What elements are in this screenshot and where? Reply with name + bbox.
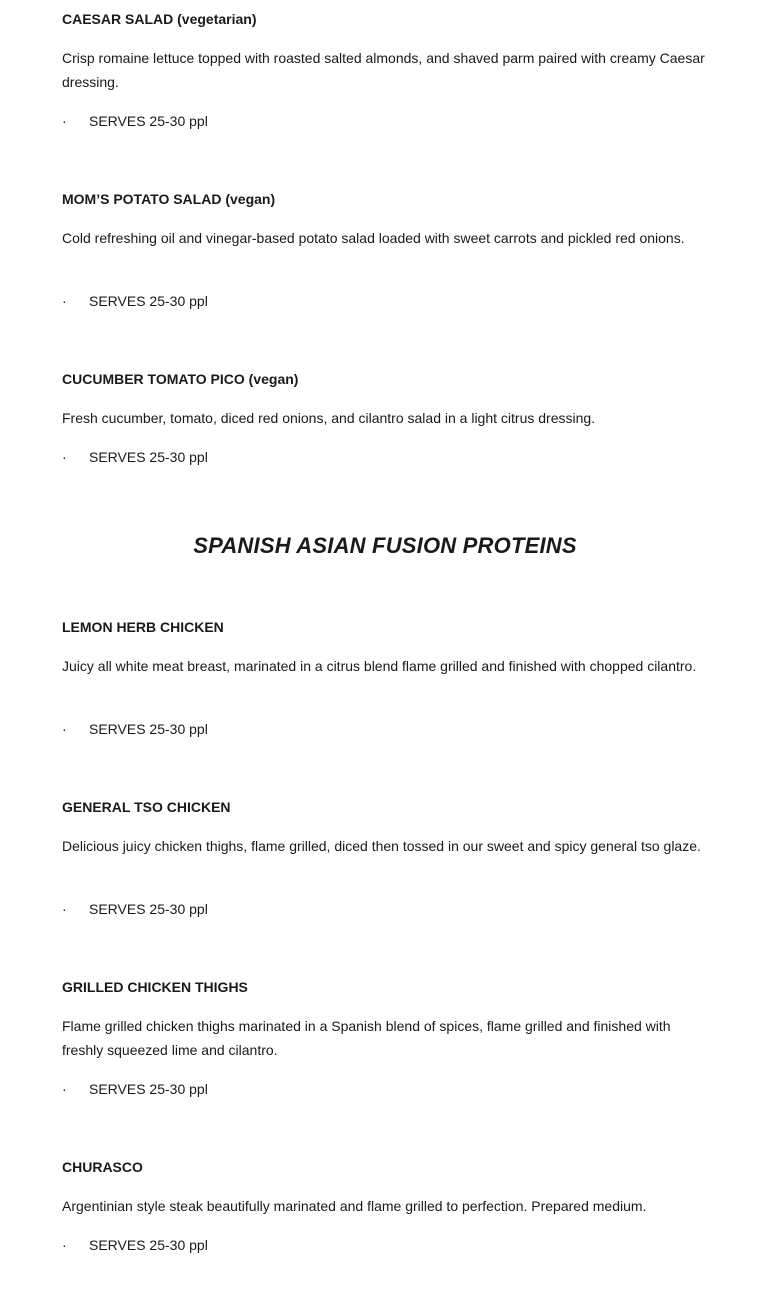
serves-text: SERVES 25-30 ppl <box>89 113 208 129</box>
bullet-icon: · <box>62 449 67 465</box>
menu-item-serves <box>62 112 208 130</box>
serves-text: SERVES 25-30 ppl <box>89 721 208 737</box>
serves-text: SERVES 25-30 ppl <box>89 1237 208 1253</box>
menu-item-serves <box>62 1080 208 1098</box>
menu-item-serves <box>62 292 208 310</box>
menu-item-title: LEMON HERB CHICKEN <box>62 619 224 635</box>
menu-item-description: Flame grilled chicken thighs marinated in a Spanish blend of spices, flame grilled and finished with freshly squeezed lime and cilantro. <box>62 1018 671 1058</box>
menu-item-description: Argentinian style steak beautifully marinated and flame grilled to perfection. Prepared medium. <box>62 1198 647 1214</box>
bullet-icon: · <box>62 1081 67 1097</box>
bullet-icon: · <box>62 293 67 309</box>
menu-item-title: MOM’S POTATO SALAD (vegan) <box>62 191 276 207</box>
menu-item-serves <box>62 900 208 918</box>
bullet-icon: · <box>62 1237 67 1253</box>
menu-item-description: Delicious juicy chicken thighs, flame grilled, diced then tossed in our sweet and spicy general tso glaze. <box>62 838 701 854</box>
menu-item-title: GRILLED CHICKEN THIGHS <box>62 979 248 995</box>
menu-item-serves <box>62 720 208 738</box>
menu-item-serves <box>62 448 208 466</box>
bullet-icon: · <box>62 901 67 917</box>
bullet-icon: · <box>62 113 67 129</box>
menu-item-title: GENERAL TSO CHICKEN <box>62 799 231 815</box>
menu-item-title: CUCUMBER TOMATO PICO (vegan) <box>62 371 299 387</box>
menu-item-description: Fresh cucumber, tomato, diced red onions, and cilantro salad in a light citrus dressing. <box>62 410 596 426</box>
serves-text: SERVES 25-30 ppl <box>89 449 208 465</box>
bullet-icon: · <box>62 721 67 737</box>
menu-item-description: Juicy all white meat breast, marinated in a citrus blend flame grilled and finished with chopped cilantro. <box>62 658 697 674</box>
menu-item-description: Cold refreshing oil and vinegar-based potato salad loaded with sweet carrots and pickled red onions. <box>62 230 685 246</box>
serves-text: SERVES 25-30 ppl <box>89 293 208 309</box>
menu-item-title: CHURASCO <box>62 1159 143 1175</box>
section-heading: SPANISH ASIAN FUSION PROTEINS <box>193 533 577 558</box>
menu-item-title: CAESAR SALAD (vegetarian) <box>62 11 257 27</box>
menu-item-description: Crisp romaine lettuce topped with roasted salted almonds, and shaved parm paired with creamy Caesar dressing. <box>62 50 705 90</box>
serves-text: SERVES 25-30 ppl <box>89 901 208 917</box>
menu-item-serves <box>62 1236 208 1254</box>
serves-text: SERVES 25-30 ppl <box>89 1081 208 1097</box>
